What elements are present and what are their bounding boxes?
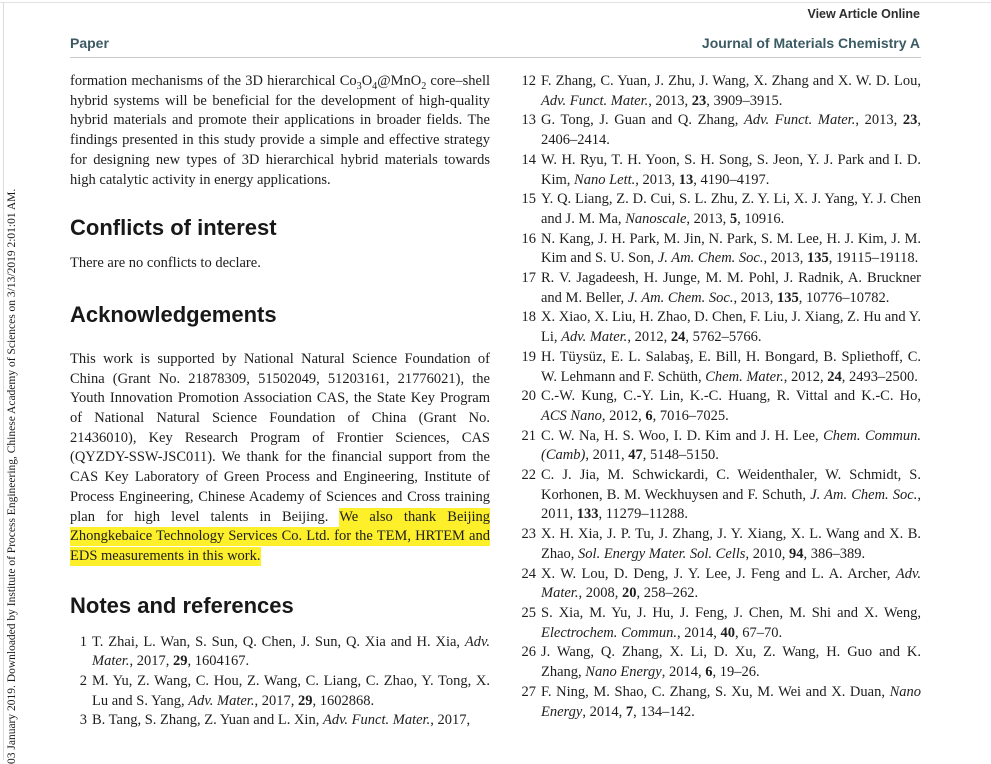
- reference-text: M. Yu, Z. Wang, C. Hou, Z. Wang, C. Liang, C. Zhao, Y. Tong, X. Lu and S. Yang, Adv. Mater., 2017, 29, 1602868.: [92, 673, 490, 709]
- reference-item: [519, 190, 921, 229]
- reference-number: 24: [521, 565, 536, 582]
- conflicts-heading: Conflicts of interest: [70, 215, 277, 241]
- reference-number: 14: [521, 151, 536, 168]
- reference-number: 19: [521, 348, 536, 365]
- reference-text: W. H. Ryu, T. H. Yoon, S. H. Song, S. Jeon, Y. J. Park and I. D. Kim, Nano Lett., 2013, 13, 4190–4197.: [541, 151, 921, 188]
- reference-number: 16: [521, 230, 536, 247]
- reference-text: Y. Q. Liang, Z. D. Cui, S. L. Zhu, Z. Y. Li, X. J. Yang, Y. J. Chen and J. M. Ma, Nanoscale, 2013, 5, 10916.: [541, 191, 921, 227]
- reference-number: 20: [521, 388, 536, 405]
- reference-text: S. Xia, M. Yu, J. Hu, J. Feng, J. Chen, M. Shi and X. Weng, Electrochem. Commun., 2014, 40, 67–70.: [541, 604, 921, 641]
- reference-text: G. Tong, J. Guan and Q. Zhang, Adv. Funct. Mater., 2013, 23, 2406–2414.: [541, 112, 922, 149]
- reference-number: 12: [521, 73, 536, 89]
- reference-number: 15: [521, 191, 536, 208]
- reference-number: 17: [521, 270, 536, 287]
- reference-item: [519, 308, 921, 347]
- reference-item: [519, 72, 921, 111]
- reference-list-right: [519, 72, 921, 722]
- reference-list-left: [70, 633, 490, 732]
- reference-item: [519, 427, 921, 466]
- reference-item: [519, 643, 921, 682]
- reference-item: [519, 387, 921, 426]
- reference-text: J. Wang, Q. Zhang, X. Li, D. Xu, Z. Wang, H. Guo and K. Zhang, Nano Energy, 2014, 6, 19–26.: [541, 644, 921, 681]
- reference-number: 27: [521, 683, 536, 700]
- reference-item: [519, 151, 921, 190]
- reference-item: [519, 466, 921, 525]
- running-head-journal: Journal of Materials Chemistry A: [701, 35, 920, 51]
- reference-item: [519, 348, 921, 387]
- reference-text: X. H. Xia, J. P. Tu, J. Zhang, J. Y. Xiang, X. L. Wang and X. B. Zhao, Sol. Energy Mater. Sol. Cells, 2010, 94, 386–389.: [541, 526, 921, 562]
- conflicts-text: There are no conflicts to declare.: [70, 255, 261, 272]
- reference-text: C. W. Na, H. S. Woo, I. D. Kim and J. H. Lee, Chem. Commun. (Camb), 2011, 47, 5148–5150.: [541, 427, 921, 464]
- reference-text: X. Xiao, X. Liu, H. Zhao, D. Chen, F. Liu, J. Xiang, Z. Hu and Y. Li, Adv. Mater., 2012, 24, 5762–5766.: [541, 309, 921, 346]
- reference-number: 3: [79, 712, 87, 729]
- reference-number: 25: [521, 604, 536, 621]
- download-provenance-note: 03 January 2019. Downloaded by Institute of Process Engineering, Chinese Academy of Sciences on 3/13/2019 2:01:01 AM.: [6, 188, 18, 764]
- conclusion-paragraph: formation mechanisms of the 3D hierarchical $Co_3O_4@MnO_2$ core–shell hybrid systems will be beneficial for the development of high-quality hybrid materials and promote their applications in broader fields. The findings presented in this study provide a simple and effective strategy for designing new types of 3D hierarchical hybrid materials towards high catalytic activity in energy applications.: [70, 73, 491, 188]
- header-divider: [70, 57, 921, 58]
- reference-text: N. Kang, J. H. Park, M. Jin, N. Park, S. M. Lee, H. J. Kim, J. M. Kim and S. U. Son, J. Am. Chem. Soc., 2013, 135, 19115–19118.: [541, 230, 921, 267]
- reference-number: 22: [521, 467, 536, 484]
- reference-number: 1: [79, 633, 87, 650]
- reference-item: [519, 683, 921, 722]
- view-article-online-link[interactable]: View Article Online: [807, 7, 920, 21]
- reference-text: R. V. Jagadeesh, H. Junge, M. M. Pohl, J. Radnik, A. Bruckner and M. Beller, J. Am. Chem. Soc., 2013, 135, 10776–10782.: [541, 270, 921, 306]
- reference-text: H. Tüysüz, E. L. Salabaş, E. Bill, H. Bongard, B. Spliethoff, C. W. Lehmann and F. Schüth, Chem. Mater., 2012, 24, 2493–2500.: [541, 348, 921, 385]
- reference-item: [519, 565, 921, 604]
- reference-text: X. W. Lou, D. Deng, J. Y. Lee, J. Feng and L. A. Archer, Adv. Mater., 2008, 20, 258–262.: [541, 565, 921, 602]
- page-edge-left: [3, 2, 4, 760]
- reference-text: T. Zhai, L. Wan, S. Sun, Q. Chen, J. Sun, Q. Xia and H. Xia, Adv. Mater., 2017, 29, 1604167.: [92, 633, 490, 670]
- reference-item: [70, 672, 490, 711]
- reference-number: 18: [521, 309, 536, 326]
- reference-number: 26: [521, 644, 536, 661]
- reference-text: B. Tang, S. Zhang, Z. Yuan and L. Xin, Adv. Funct. Mater., 2017,: [92, 712, 471, 729]
- two-column-body: [70, 70, 921, 731]
- reference-item: [519, 604, 921, 643]
- acknowledgements-text: This work is supported by National Natural Science Foundation of China (Grant No. 21878309, 51502049, 51203161, 21776021), the Youth Innovation Promotion Association CAS, the State Key Program of National Natural Science Foundation of China (Grant No. 21436010), Key Research Program of Frontier Sciences, CAS (QYZDY-SSW-JSC011). We thank for the financial support from the CAS Key Laboratory of Green Process and Engineering, Institute of Process Engineering, Chinese Academy of Sciences and Cross training plan for high level talents in Beijing. We also thank Beijing Zhongkebaice Technology Services Co. Ltd. for the TEM, HRTEM and EDS measurements in this work.: [70, 350, 490, 564]
- reference-item: [70, 711, 490, 731]
- reference-text: F. Ning, M. Shao, C. Zhang, S. Xu, M. Wei and X. Duan, Nano Energy, 2014, 7, 134–142.: [541, 683, 921, 720]
- reference-item: [519, 230, 921, 269]
- acknowledgements-heading: Acknowledgements: [70, 301, 277, 327]
- reference-text: F. Zhang, C. Yuan, J. Zhu, J. Wang, X. Zhang and X. W. D. Lou, Adv. Funct. Mater., 2013, 23, 3909–3915.: [541, 73, 921, 109]
- reference-item: [519, 269, 921, 308]
- reference-number: 2: [79, 673, 87, 690]
- reference-number: 13: [521, 112, 536, 129]
- reference-number: 21: [521, 427, 536, 444]
- reference-text: C.-W. Kung, C.-Y. Lin, K.-C. Huang, R. Vittal and K.-C. Ho, ACS Nano, 2012, 6, 7016–7025.: [541, 388, 921, 424]
- reference-item: [519, 525, 921, 564]
- reference-item: [70, 633, 490, 672]
- left-column: [70, 70, 490, 731]
- page-edge-top: [0, 2, 991, 3]
- reference-text: C. J. Jia, M. Schwickardi, C. Weidenthaler, W. Schmidt, S. Korhonen, B. M. Weckhuysen and F. Schuth, J. Am. Chem. Soc., 2011, 133, 11279–11288.: [541, 467, 921, 523]
- reference-item: [519, 111, 921, 150]
- reference-number: 23: [521, 526, 536, 543]
- references-heading: Notes and references: [70, 592, 294, 618]
- right-column: [519, 70, 921, 731]
- running-head-paper: Paper: [70, 35, 109, 51]
